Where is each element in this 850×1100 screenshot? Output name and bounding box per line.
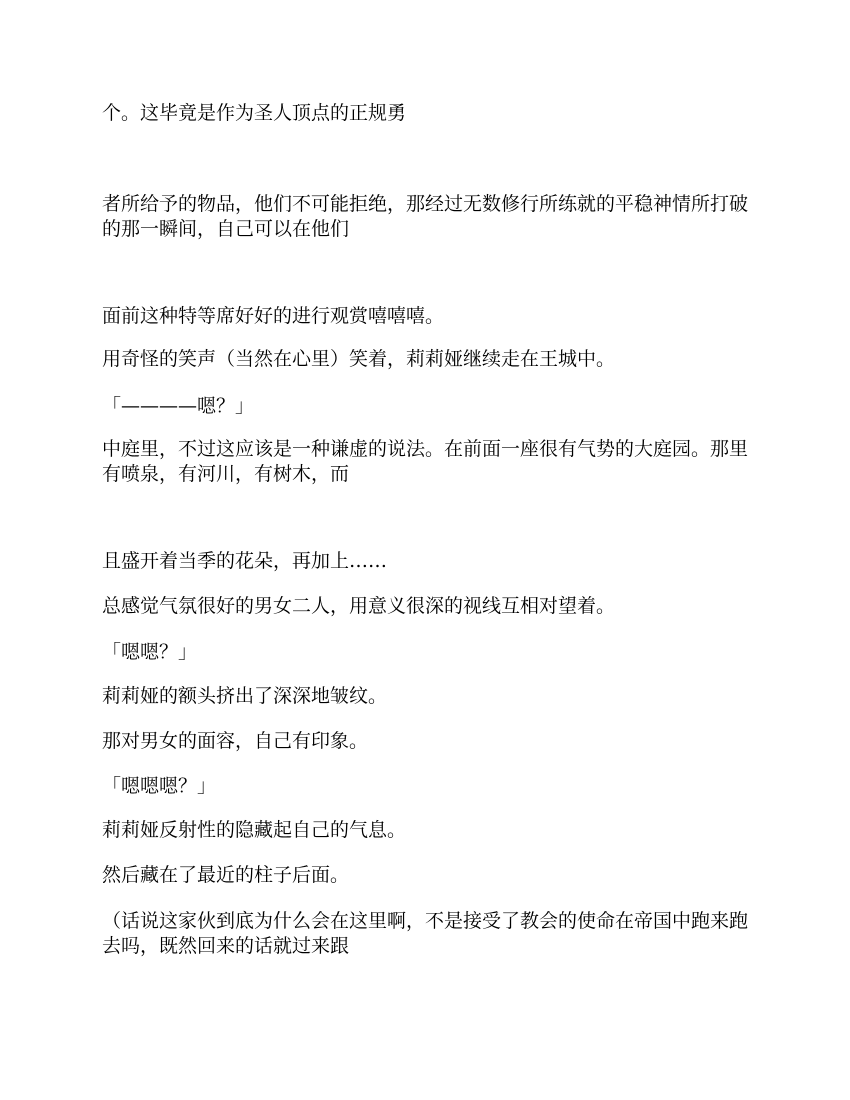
paragraph-6: 中庭里，不过这应该是一种谦虚的说法。在前面一座很有气势的大庭园。那里有喷泉，有河川，有树木，而: [102, 438, 749, 485]
paragraph-10: 莉莉娅的额头挤出了深深地皱纹。: [102, 685, 388, 707]
paragraph-8: 总感觉气氛很好的男女二人，用意义很深的视线互相对望着。: [102, 595, 616, 617]
paragraph-4: 用奇怪的笑声（当然在心里）笑着，莉莉娅继续走在王城中。: [102, 348, 616, 370]
paragraph-7: 且盛开着当季的花朵，再加上……: [102, 550, 388, 572]
paragraph-1: 个。这毕竟是作为圣人顶点的正规勇: [102, 102, 407, 124]
paragraph-9: 「嗯嗯？」: [102, 641, 198, 663]
paragraph-13: 莉莉娅反射性的隐藏起自己的气息。: [102, 819, 407, 841]
paragraph-15: （话说这家伙到底为什么会在这里啊，不是接受了教会的使命在帝国中跑来跑去吗，既然回来的话就过来跟: [102, 910, 749, 957]
paragraph-12: 「嗯嗯嗯？」: [102, 775, 217, 797]
paragraph-14: 然后藏在了最近的柱子后面。: [102, 864, 350, 886]
paragraph-2: 者所给予的物品，他们不可能拒绝，那经过无数修行所练就的平稳神情所打破的那一瞬间，自己可以在他们: [102, 193, 749, 240]
paragraph-5: 「————嗯？」: [102, 395, 255, 417]
paragraph-3: 面前这种特等席好好的进行观赏嘻嘻嘻。: [102, 305, 445, 327]
paragraph-11: 那对男女的面容，自己有印象。: [102, 730, 369, 752]
